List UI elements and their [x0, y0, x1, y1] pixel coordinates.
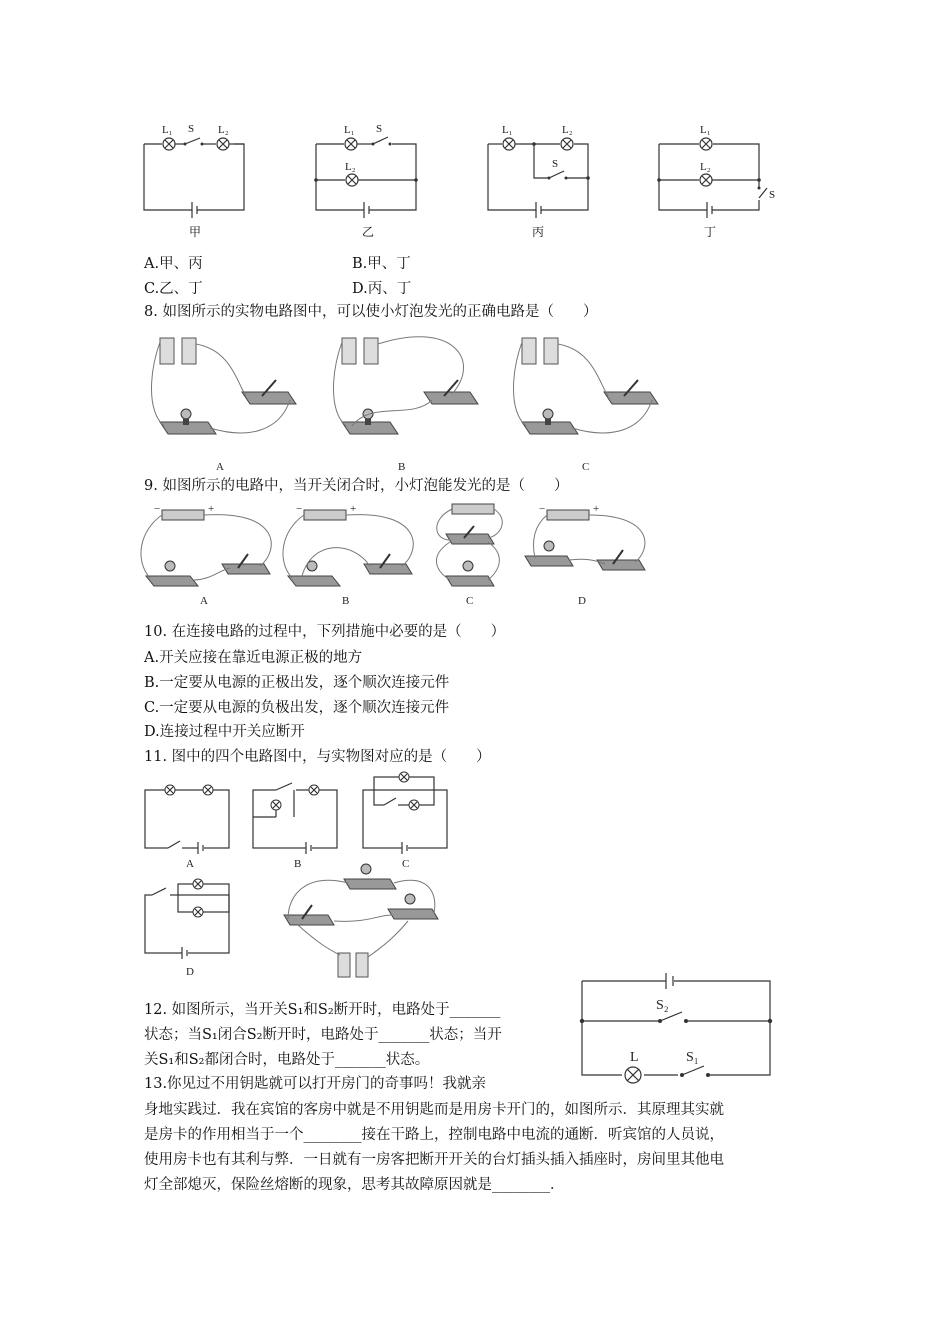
label-l2: L₂	[345, 161, 356, 173]
q7-option-b: B.甲、丁	[352, 256, 411, 272]
q13-line-2: 身地实践过．我在宾馆的客房中就是不用钥匙而是用房卡开门的，如图所示．其原理其实就	[144, 1102, 724, 1118]
q11-question: 11. 图中的四个电路图中，与实物图对应的是（ ）	[144, 749, 491, 765]
caption-ding: 丁	[704, 225, 717, 239]
q11-circuit-a	[145, 785, 229, 854]
label-lamp: L	[630, 1050, 639, 1065]
q9-apparatus-b	[283, 503, 413, 586]
label-s: S	[376, 123, 383, 135]
q11-label-d: D	[186, 966, 194, 978]
q9-apparatus-a	[141, 503, 271, 586]
q11-label-a: A	[186, 858, 194, 870]
label-s: S	[552, 158, 559, 170]
q12-line-1: 12. 如图所示，当开关S₁和S₂断开时，电路处于_______	[144, 1002, 501, 1018]
label-l2: L₂	[700, 161, 711, 173]
q7-circuit-jia	[140, 120, 250, 220]
q8-question: 8. 如图所示的实物电路图中，可以使小灯泡发光的正确电路是（ ）	[144, 304, 598, 320]
q10-option-a: A.开关应接在靠近电源正极的地方	[144, 650, 363, 666]
caption-bing: 丙	[532, 225, 545, 239]
q7-circuit-bing	[484, 120, 594, 220]
q11-figure	[140, 775, 600, 985]
q11-apparatus	[284, 864, 438, 977]
svg-text:−: −	[296, 503, 303, 515]
svg-text:+: +	[593, 503, 600, 515]
q8-apparatus-c	[514, 338, 659, 434]
svg-text:+: +	[208, 503, 215, 515]
label-l1: L₁	[344, 124, 355, 136]
q10-option-c: C.一定要从电源的负极出发，逐个顺次连接元件	[144, 700, 450, 716]
q11-circuit-c	[363, 772, 447, 854]
label-s: S	[769, 189, 776, 201]
q11-circuit-d	[145, 879, 229, 959]
q8-label-c: C	[582, 461, 590, 473]
svg-text:+: +	[350, 503, 357, 515]
q8-label-b: B	[398, 461, 406, 473]
q7-option-a: A.甲、丙	[144, 256, 203, 272]
svg-text:−: −	[539, 503, 546, 515]
q12-circuit-figure	[578, 965, 778, 1085]
q10-option-b: B.一定要从电源的正极出发，逐个顺次连接元件	[144, 675, 450, 691]
q7-option-c: C.乙、丁	[144, 281, 203, 297]
label-s1: S₁	[686, 1050, 699, 1065]
label-l1: L₁	[700, 124, 711, 136]
q9-apparatus-d	[525, 503, 645, 570]
q11-circuit-b	[253, 783, 337, 854]
q11-label-b: B	[294, 858, 302, 870]
q8-label-a: A	[216, 461, 224, 473]
q8-figure	[150, 330, 710, 475]
q13-line-4: 使用房卡也有其利与弊．一日就有一房客把断开开关的台灯插头插入插座时，房间里其他电	[144, 1152, 724, 1168]
q8-apparatus-a	[152, 338, 297, 434]
q13-line-1: 13.你见过不用钥匙就可以打开房门的奇事吗！我就亲	[144, 1076, 487, 1092]
q9-figure	[140, 500, 680, 608]
q7-circuit-ding	[655, 120, 785, 220]
label-s: S	[188, 123, 195, 135]
q9-label-b: B	[342, 595, 350, 607]
label-l1: L₁	[162, 124, 173, 136]
q9-label-d: D	[578, 595, 586, 607]
q9-question: 9. 如图所示的电路中，当开关闭合时，小灯泡能发光的是（ ）	[144, 478, 569, 494]
label-l2: L₂	[218, 124, 229, 136]
label-l1: L₁	[502, 124, 513, 136]
q12-line-3: 关S₁和S₂都闭合时，电路处于_______状态。	[144, 1052, 430, 1068]
label-l2: L₂	[562, 124, 573, 136]
caption-jia: 甲	[189, 225, 202, 239]
q13-line-5: 灯全部熄灭，保险丝熔断的现象，思考其故障原因就是________．	[144, 1177, 565, 1193]
label-s2: S₂	[656, 998, 669, 1013]
q13-line-3: 是房卡的作用相当于一个________接在干路上，控制电路中电流的通断．听宾馆的人员说，	[144, 1127, 724, 1143]
q9-label-a: A	[200, 595, 208, 607]
q9-apparatus-c	[436, 504, 502, 586]
caption-yi: 乙	[362, 225, 375, 239]
q7-option-d: D.丙、丁	[352, 281, 412, 297]
q11-label-c: C	[402, 858, 410, 870]
svg-text:−: −	[154, 503, 161, 515]
q7-circuit-yi	[312, 120, 422, 220]
q10-option-d: D.连接过程中开关应断开	[144, 724, 305, 740]
q9-label-c: C	[466, 595, 474, 607]
q10-question: 10. 在连接电路的过程中，下列措施中必要的是（ ）	[144, 624, 506, 640]
q12-line-2: 状态；当S₁闭合S₂断开时，电路处于_______状态；当开	[144, 1027, 502, 1043]
q8-apparatus-b	[334, 337, 479, 434]
